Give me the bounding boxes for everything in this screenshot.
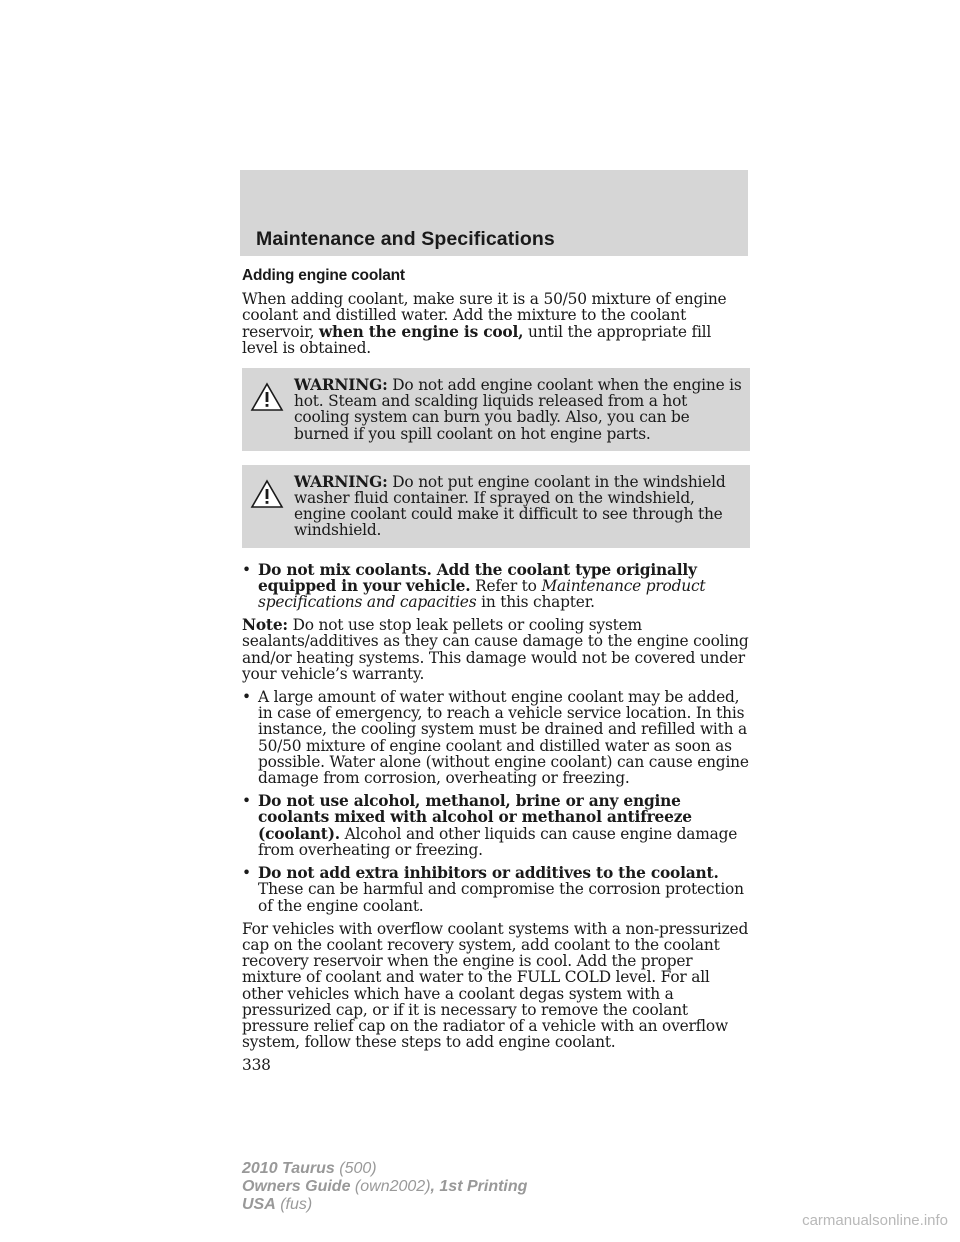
print-footer: 2010 Taurus (500) Owners Guide (own2002), 1st Printing USA (fus) xyxy=(242,1160,528,1213)
list-item: • Do not add extra inhibitors or additives to the coolant. These can be harmful and compromise the corrosion protection of the engine coolant. xyxy=(242,864,744,915)
page-number: 338 xyxy=(242,1056,271,1075)
warning-box-2 xyxy=(242,465,750,548)
main-content xyxy=(242,268,750,1074)
intro-paragraph: When adding coolant, make sure it is a 50/50 mixture of engine coolant and distilled water. Add the mixture to the coolant reservoir, when the engine is cool, until the appropriate fill level is obtained. xyxy=(242,290,727,357)
note-paragraph: Note: Do not use stop leak pellets or cooling system sealants/additives as they can cause damage to the engine cooling and/or heating systems. This damage would not be covered under your vehicle’s warranty. xyxy=(242,616,749,683)
site-watermark: carmanualsonline.info xyxy=(802,1212,948,1229)
warning-triangle-icon xyxy=(250,382,284,412)
warning-text: Do not add engine coolant when the engine is hot. Steam and scalding liquids released from a hot cooling system can burn you badly. Also, you can be burned if you spill coolant on hot engine parts. xyxy=(294,376,742,443)
section-heading: Adding engine coolant xyxy=(242,267,405,284)
warning-label: WARNING: xyxy=(294,376,388,395)
warning-box-1 xyxy=(242,368,750,451)
warning-label: WARNING: xyxy=(294,472,388,491)
list-item: • Do not use alcohol, methanol, brine or any engine coolants mixed with alcohol or methanol antifreeze (coolant). Alcohol and other liquids can cause engine damage from overheating or freezing. xyxy=(242,792,738,859)
page-title: Maintenance and Specifications xyxy=(256,228,555,250)
cross-reference-link: Maintenance product specifications and capacities xyxy=(258,576,706,612)
list-item: • A large amount of water without engine coolant may be added, in case of emergency, to reach a vehicle service location. In this instance, the cooling system must be drained and refilled with a 50/50 mixture of engine coolant and distilled water as soon as possible. Water alone (without engine coolant) can cause engine damage from corrosion, overheating or freezing. xyxy=(242,688,749,788)
bullet-list-1 xyxy=(242,562,750,611)
warning-triangle-icon xyxy=(250,479,284,509)
warning-text: Do not put engine coolant in the windshield washer fluid container. If sprayed on the windshield, engine coolant could make it difficult to see through the windshield. xyxy=(294,472,726,540)
closing-paragraph: For vehicles with overflow coolant systems with a non-pressurized cap on the coolant recovery system, add coolant to the coolant recovery reservoir when the engine is cool. Add the proper mixture of coolant and water to the FULL COLD level. For all other vehicles which have a coolant degas system with a pressurized cap, or if it is necessary to remove the coolant pressure relief cap on the radiator of a vehicle with an overflow system, follow these steps to add engine coolant. xyxy=(242,919,749,1052)
list-item: • Do not mix coolants. Add the coolant type originally equipped in your vehicle. Refer to Maintenance product specifications and capacities in this chapter. xyxy=(242,560,706,612)
bullet-list-2 xyxy=(242,689,750,914)
